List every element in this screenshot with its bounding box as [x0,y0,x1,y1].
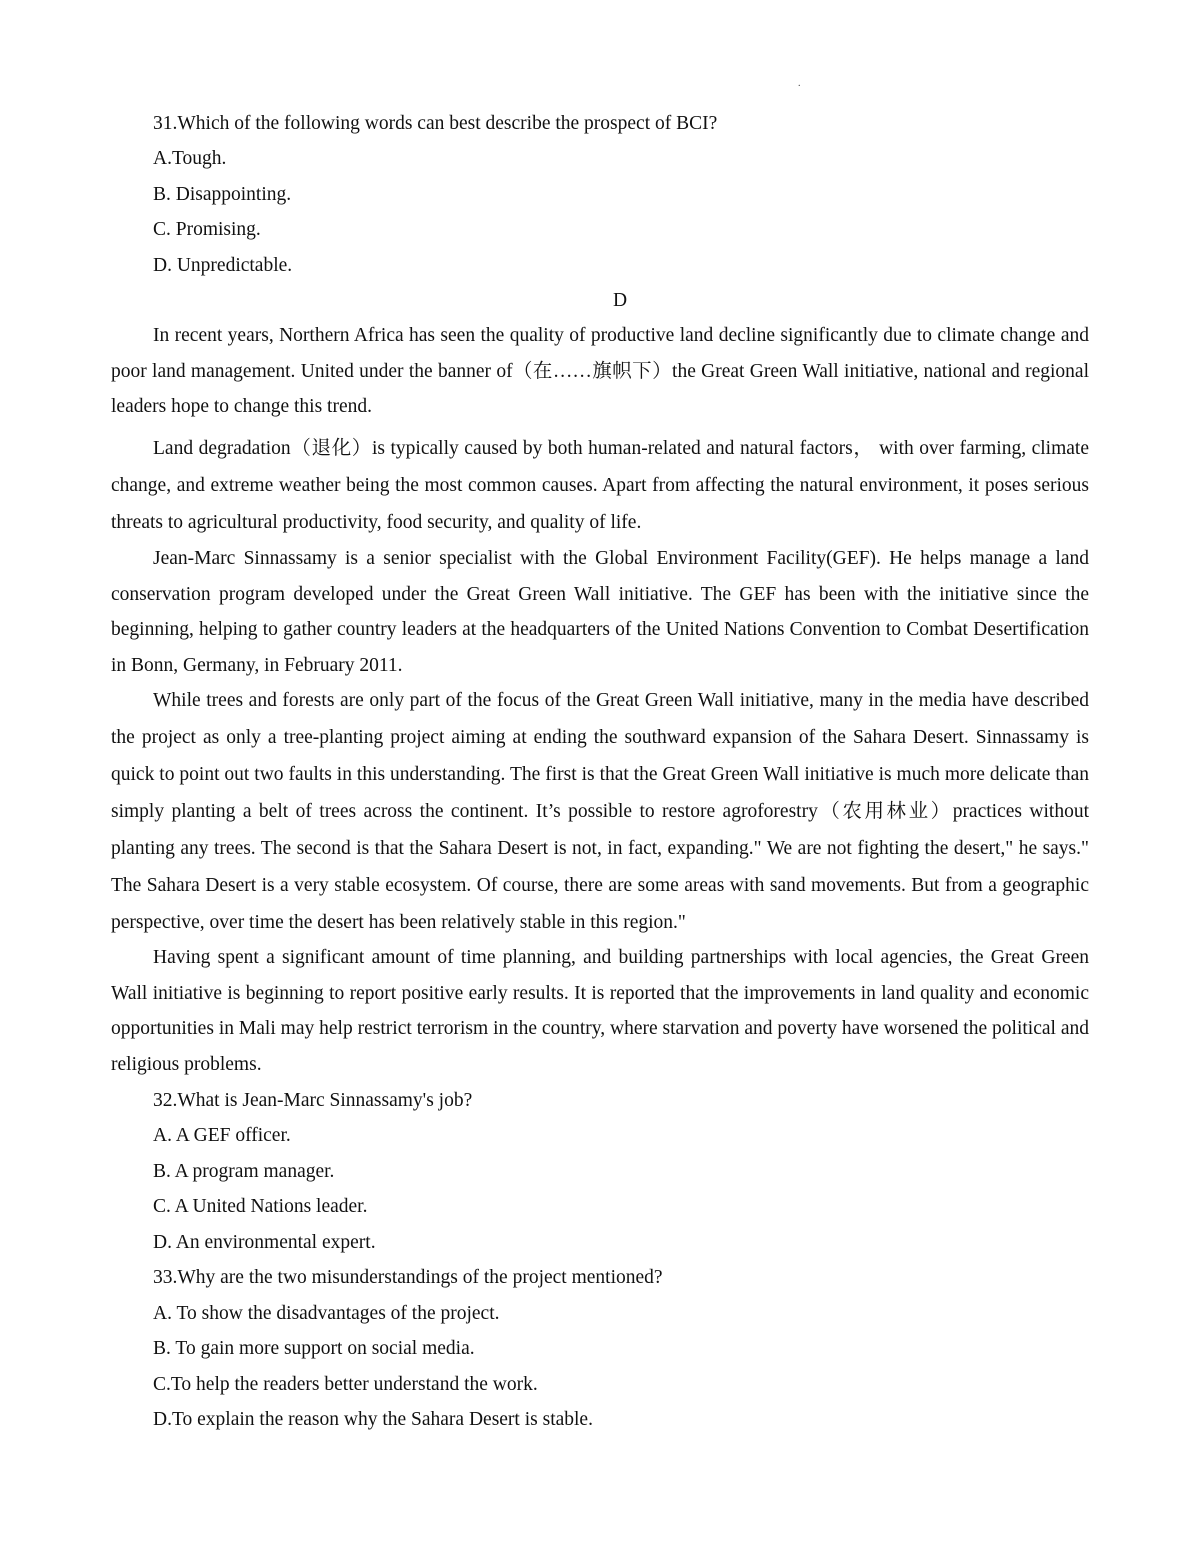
question-32-option-d: D. An environmental expert. [153,1232,376,1253]
question-31-option-c: C. Promising. [153,219,261,240]
section-title: D [612,290,628,311]
passage-paragraph-1: In recent years, Northern Africa has seen the quality of productive land decline significantly due to climate change and poor land management. United under the banner of（在……旗帜下）the Great Green Wall initiative, national and regional leaders hope to change this trend. [111,325,1089,417]
question-31-option-a: A.Tough. [153,148,227,169]
question-33-option-a: A. To show the disadvantages of the project. [153,1303,500,1324]
question-31-option-b: B. Disappointing. [153,184,292,205]
passage-paragraph-5: Having spent a significant amount of time planning, and building partnerships with local agencies, the Great Green Wall initiative is beginning to report positive early results. It is reported that the improvements in land quality and economic opportunities in Mali may help restrict terrorism in the country, where starvation and poverty have worsened the political and religious problems. [111,947,1089,1075]
passage-paragraph-2: Land degradation（退化）is typically caused by both human-related and natural factors， with over farming, climate change, and extreme weather being the most common causes. Apart from affecting the natural environment, it poses serious threats to agricultural productivity, food security, and quality of life. [111,438,1089,533]
question-33-option-b: B. To gain more support on social media. [153,1338,475,1359]
question-32-text: 32.What is Jean-Marc Sinnassamy's job? [153,1090,473,1111]
question-33-text: 33.Why are the two misunderstandings of the project mentioned? [153,1267,663,1288]
question-32-option-c: C. A United Nations leader. [153,1196,368,1217]
question-33-option-d: D.To explain the reason why the Sahara Desert is stable. [153,1409,593,1430]
question-31-option-d: D. Unpredictable. [153,255,293,276]
question-32-option-b: B. A program manager. [153,1161,335,1182]
passage-paragraph-3: Jean-Marc Sinnassamy is a senior specialist with the Global Environment Facility(GEF). He helps manage a land conservation program developed under the Great Green Wall initiative. The GEF has been with the initiative since the beginning, helping to gather country leaders at the headquarters of the United Nations Convention to Combat Desertification in Bonn, Germany, in February 2011. [111,548,1089,676]
passage-paragraph-4: While trees and forests are only part of the focus of the Great Green Wall initiative, many in the media have described the project as only a tree-planting project aiming at ending the southward expansion of the Sahara Desert. Sinnassamy is quick to point out two faults in this understanding. The first is that the Great Green Wall initiative is much more delicate than simply planting a belt of trees across the continent. It’s possible to restore agroforestry（农用林业）practices without planting any trees. The second is that the Sahara Desert is not, in fact, expanding." We are not fighting the desert," he says." The Sahara Desert is a very stable ecosystem. Of course, there are some areas with sand movements. But from a geographic perspective, over time the desert has been relatively stable in this region." [111,690,1089,933]
question-32-option-a: A. A GEF officer. [153,1125,291,1146]
page-mark: . [798,78,801,89]
question-33-option-c: C.To help the readers better understand the work. [153,1374,538,1395]
question-31-text: 31.Which of the following words can best describe the prospect of BCI? [153,113,718,134]
